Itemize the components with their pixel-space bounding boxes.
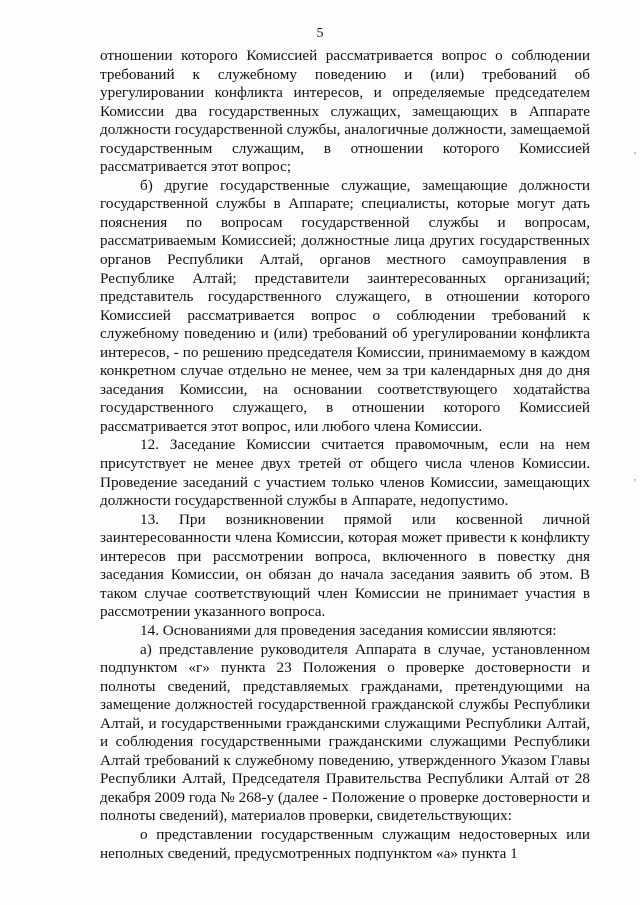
page-number: 5: [316, 26, 324, 41]
paragraph-item-13: 13. При возникновении прямой или косвенной личной заинтересованности члена Комиссии, которая может привести к конфликту интересов при рассмотрении вопроса, включенного в повестку дня заседания Комиссии, он обязан до начала заседания заявить об этом. В таком случае соответствующий член Комиссии не принимает участия в рассмотрении указанного вопроса.: [100, 510, 590, 621]
document-body: [100, 47, 590, 863]
paragraph-subitem-a: а) представление руководителя Аппарата в случае, установленном подпунктом «г» пункта 23 Положения о проверке достоверности и полноты сведений, представляемых гражданами, претендующими на замещение должностей государственной гражданской службы Республики Алтай, и государственными гражданскими служащими Республики Алтай, и соблюдения государственными гражданскими служащими Республики Алтай требований к служебному поведению, утвержденного Указом Главы Республики Алтай, Председателя Правительства Республики Алтай от 28 декабря 2009 года № 268-у (далее - Положение о проверке достоверности и полноты сведений), материалов проверки, свидетельствующих:: [100, 640, 590, 825]
paragraph-final: о представлении государственным служащим недостоверных или неполных сведений, предусмотренных подпунктом «а» пункта 1: [100, 825, 590, 862]
margin-mark: ': [634, 477, 636, 489]
paragraph-item-12: 12. Заседание Комиссии считается правомочным, если на нем присутствует не менее двух третей от общего числа членов Комиссии. Проведение заседаний с участием только членов Комиссии, замещающих должности государственной службы в Аппарате, недопустимо.: [100, 436, 590, 510]
paragraph-subitem-b: б) другие государственные служащие, замещающие должности государственной службы в Аппарате; специалисты, которые могут дать пояснения по вопросам государственной службы и вопросам, рассматриваемым Комиссией; должностные лица других государственных органов Республики Алтай, органов местного самоуправления в Республике Алтай; представители заинтересованных организаций; представитель государственного служащего, в отношении которого Комиссией рассматривается вопрос о соблюдении требований к служебному поведению и (или) требований об урегулировании конфликта интересов, - по решению председателя Комиссии, принимаемому в каждом конкретном случае отдельно не менее, чем за три календарных дня до дня заседания Комиссии, на основании соответствующего ходатайства государственного служащего, в отношении которого Комиссией рассматривается этот вопрос, или любого члена Комиссии.: [100, 176, 590, 435]
margin-mark: ': [634, 150, 636, 162]
paragraph-continuation: отношении которого Комиссией рассматривается вопрос о соблюдении требований к служебному поведению и (или) требований об урегулировании конфликта интересов, и определяемые председателем Комиссии два государственных служащих, замещающих в Аппарате должности государственной службы, аналогичные должности, замещаемой государственным служащим, в отношении которого Комиссией рассматривается этот вопрос;: [100, 47, 590, 176]
paragraph-item-14: 14. Основаниями для проведения заседания комиссии являются:: [140, 621, 557, 639]
